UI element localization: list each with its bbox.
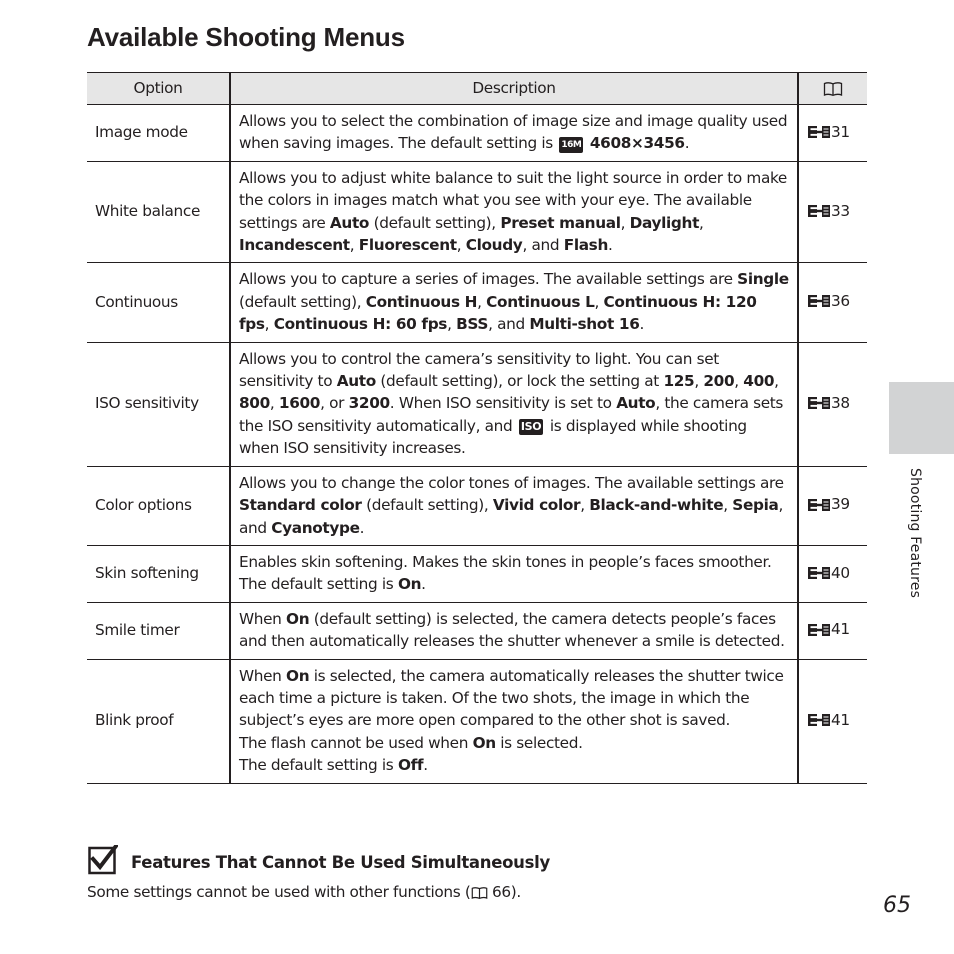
- setting-name: On: [286, 609, 310, 628]
- description-text: ,: [456, 236, 466, 255]
- description-text: Allows you to capture a series of images. The available settings are: [239, 270, 738, 289]
- option-name: Continuous: [87, 263, 230, 342]
- table-row: [87, 105, 867, 162]
- page-reference-link[interactable]: [808, 290, 850, 312]
- description-text: (default setting),: [369, 213, 501, 232]
- setting-name: 125: [663, 372, 695, 391]
- description-text: Allows you to change the color tones of images. The available settings are: [239, 473, 784, 492]
- table-header-row: [87, 73, 867, 105]
- description-text: Enables skin softening. Makes the skin tones in people’s faces smoother. The default setting is: [239, 552, 772, 594]
- setting-name: Continuous H: 120 fps: [239, 292, 757, 334]
- page-reference-link[interactable]: [808, 200, 850, 222]
- setting-name: On: [472, 733, 496, 752]
- reference-page-number: 41: [831, 620, 850, 639]
- description-text: is displayed while shooting when ISO sensitivity increases.: [239, 416, 747, 458]
- description-text: ,: [694, 372, 704, 391]
- description-text: The flash cannot be used when: [239, 733, 473, 752]
- reference-section-icon: [808, 713, 830, 727]
- description-text: .: [359, 518, 365, 537]
- setting-name: Fluorescent: [358, 236, 457, 255]
- description-text: .: [639, 315, 644, 334]
- description-text: The default setting is: [239, 756, 398, 775]
- reference-section-icon: [808, 623, 830, 637]
- page-reference-link[interactable]: [808, 709, 850, 731]
- page-reference[interactable]: [798, 105, 867, 162]
- page-number: 65: [883, 893, 911, 918]
- setting-name: Preset manual: [500, 213, 621, 232]
- setting-name: Flash: [563, 236, 608, 255]
- note-text-before: Some settings cannot be used with other functions (: [87, 883, 471, 901]
- option-description: [230, 342, 798, 466]
- reference-page-number: 33: [831, 201, 850, 220]
- option-description: [230, 659, 798, 783]
- setting-name: Standard color: [239, 496, 362, 515]
- description-text: (default setting),: [239, 292, 366, 311]
- checkmark-note-icon: [88, 845, 118, 875]
- table-row: [87, 545, 867, 602]
- description-text: is selected, the camera automatically releases the shutter twice each time a picture is taken. Of the two shots, the image in which the subject’s eyes are more open compared to the other shot is saved.: [239, 666, 784, 730]
- reference-section-icon: [808, 566, 830, 580]
- chapter-label: Shooting Features: [907, 468, 923, 599]
- page-reference-link[interactable]: [808, 121, 850, 143]
- description-text: . When ISO sensitivity is set to: [389, 394, 617, 413]
- description-text: , and: [522, 236, 564, 255]
- description-text: ,: [447, 315, 457, 334]
- description-text: .: [607, 236, 613, 255]
- book-reference-icon: [471, 886, 488, 900]
- page-reference[interactable]: [798, 161, 867, 263]
- description-text: .: [423, 756, 428, 775]
- description-text: .: [684, 134, 690, 153]
- book-reference-icon: [823, 81, 843, 97]
- option-name: Blink proof: [87, 659, 230, 783]
- description-text: , or: [320, 394, 349, 413]
- setting-name: Single: [737, 270, 789, 289]
- option-description: [230, 602, 798, 659]
- table-row: [87, 161, 867, 263]
- description-text: Allows you to adjust white balance to suit the light source in order to make the colors in images match what you see with your eye. The available settings are: [239, 168, 787, 232]
- reference-section-icon: [808, 125, 830, 139]
- description-text: , the camera sets the ISO sensitivity automatically, and: [239, 394, 784, 435]
- setting-name: Auto: [336, 372, 376, 391]
- page-reference[interactable]: [798, 263, 867, 342]
- setting-name: Vivid color: [492, 496, 581, 515]
- description-text: ,: [594, 292, 604, 311]
- description-text: Allows you to control the camera’s sensitivity to light. You can set sensitivity to: [239, 349, 719, 391]
- reference-page-number: 41: [831, 710, 850, 729]
- note-ref-page[interactable]: 66: [492, 883, 511, 901]
- setting-name: 400: [743, 372, 775, 391]
- chapter-tab: [889, 382, 954, 454]
- table-row: [87, 466, 867, 545]
- option-name: Skin softening: [87, 545, 230, 602]
- option-name: ISO sensitivity: [87, 342, 230, 466]
- table-row: [87, 342, 867, 466]
- image-mode-16m-icon: 16M: [559, 137, 583, 153]
- page-reference-link[interactable]: [808, 562, 850, 584]
- description-text: Allows you to select the combination of image size and image quality used when saving images. The default setting is: [239, 112, 788, 153]
- page-reference-link[interactable]: [808, 493, 850, 515]
- description-text: .: [421, 575, 426, 594]
- setting-name: 4608×3456: [589, 134, 685, 153]
- description-text: (default setting),: [361, 496, 493, 515]
- option-name: Smile timer: [87, 602, 230, 659]
- option-name: Color options: [87, 466, 230, 545]
- setting-name: Auto: [329, 213, 370, 232]
- setting-name: Continuous L: [486, 292, 595, 311]
- setting-name: Continuous H: 60 fps: [273, 315, 448, 334]
- header-option: Option: [87, 73, 230, 105]
- setting-name: Continuous H: [365, 292, 478, 311]
- table-row: [87, 263, 867, 342]
- iso-icon: ISO: [520, 419, 542, 433]
- setting-name: 3200: [348, 394, 390, 413]
- note-text: [87, 883, 521, 901]
- description-text: (default setting), or lock the setting at: [375, 372, 664, 391]
- page-reference[interactable]: [798, 602, 867, 659]
- table-row: [87, 659, 867, 783]
- option-description: [230, 263, 798, 342]
- description-text: ,: [699, 213, 704, 232]
- setting-name: 1600: [278, 394, 321, 413]
- setting-name: Cloudy: [465, 236, 523, 255]
- page-reference[interactable]: [798, 342, 867, 466]
- description-text: When: [239, 666, 287, 685]
- header-description: Description: [230, 73, 798, 105]
- setting-name: Off: [397, 756, 424, 775]
- description-text: , and: [239, 496, 783, 537]
- setting-name: Incandescent: [239, 236, 350, 255]
- setting-name: Black-and-white: [589, 496, 724, 515]
- page-reference-link[interactable]: [808, 392, 850, 414]
- description-text: When: [239, 609, 287, 628]
- note-text-after: ).: [510, 883, 521, 901]
- description-text: ,: [349, 236, 359, 255]
- reference-page-number: 39: [831, 495, 850, 514]
- setting-name: Cyanotype: [271, 518, 360, 537]
- table-row: [87, 602, 867, 659]
- option-description: [230, 466, 798, 545]
- reference-section-icon: [808, 294, 830, 308]
- note-title: Features That Cannot Be Used Simultaneously: [131, 853, 550, 872]
- description-text: ,: [477, 292, 487, 311]
- page-reference[interactable]: [798, 466, 867, 545]
- description-text: , and: [488, 315, 530, 334]
- setting-name: 200: [703, 372, 735, 391]
- description-text: ,: [774, 372, 779, 391]
- option-name: Image mode: [87, 105, 230, 162]
- option-description: [230, 545, 798, 602]
- option-name: White balance: [87, 161, 230, 263]
- reference-page-number: 36: [831, 292, 850, 311]
- reference-section-icon: [808, 204, 830, 218]
- page-reference[interactable]: [798, 659, 867, 783]
- setting-name: Auto: [616, 394, 656, 413]
- description-text: ,: [734, 372, 744, 391]
- setting-name: Daylight: [629, 213, 700, 232]
- setting-name: BSS: [456, 315, 489, 334]
- description-text: ,: [269, 394, 279, 413]
- description-text: ,: [580, 496, 590, 515]
- reference-page-number: 38: [831, 393, 850, 412]
- setting-name: Sepia: [732, 496, 779, 515]
- shooting-menus-table: [87, 72, 867, 784]
- option-description: [230, 161, 798, 263]
- description-text: (default setting) is selected, the camera detects people’s faces and then automatically releases the shutter whenever a smile is detected.: [239, 609, 785, 651]
- description-text: ,: [264, 315, 274, 334]
- page-reference[interactable]: [798, 545, 867, 602]
- reference-page-number: 40: [831, 563, 850, 582]
- setting-name: Multi-shot 16: [529, 315, 640, 334]
- description-text: is selected.: [495, 733, 583, 752]
- setting-name: On: [286, 666, 310, 685]
- reference-section-icon: [808, 498, 830, 512]
- setting-name: On: [397, 575, 422, 594]
- option-description: [230, 105, 798, 162]
- setting-name: 800: [239, 394, 270, 413]
- description-text: ,: [620, 213, 630, 232]
- header-reference: [798, 73, 867, 105]
- reference-page-number: 31: [831, 122, 850, 141]
- page-title: Available Shooting Menus: [87, 22, 405, 52]
- page-reference-link[interactable]: [808, 618, 850, 640]
- reference-section-icon: [808, 396, 830, 410]
- description-text: ,: [723, 496, 733, 515]
